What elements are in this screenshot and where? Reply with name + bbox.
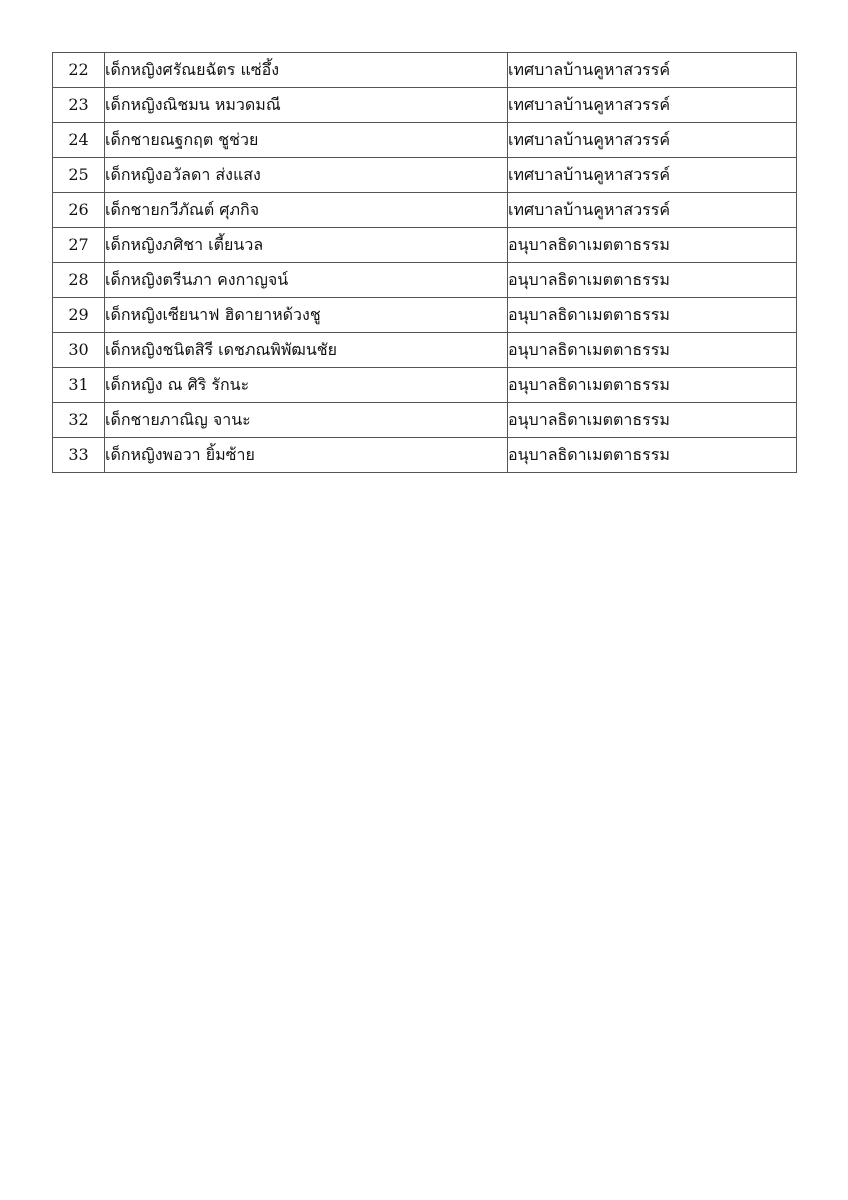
row-number: 32 [53, 403, 105, 438]
school-name: เทศบาลบ้านคูหาสวรรค์ [508, 193, 797, 228]
table-row [53, 298, 797, 333]
student-name: เด็กหญิงศรัณยฉัตร แซ่อึ้ง [105, 53, 508, 88]
school-name: เทศบาลบ้านคูหาสวรรค์ [508, 53, 797, 88]
table-row [53, 368, 797, 403]
student-name: เด็กหญิงอวัลดา ส่งแสง [105, 158, 508, 193]
school-name: อนุบาลธิดาเมตตาธรรม [508, 263, 797, 298]
school-name: อนุบาลธิดาเมตตาธรรม [508, 368, 797, 403]
row-number: 26 [53, 193, 105, 228]
table-row [53, 158, 797, 193]
table-row [53, 438, 797, 473]
student-name: เด็กหญิงภศิชา เตี้ยนวล [105, 228, 508, 263]
row-number: 29 [53, 298, 105, 333]
row-number: 33 [53, 438, 105, 473]
school-name: อนุบาลธิดาเมตตาธรรม [508, 298, 797, 333]
school-name: เทศบาลบ้านคูหาสวรรค์ [508, 123, 797, 158]
table-row [53, 228, 797, 263]
row-number: 22 [53, 53, 105, 88]
table-row [53, 333, 797, 368]
student-name: เด็กหญิงชนิตสิรี เดชภณพิพัฒนชัย [105, 333, 508, 368]
student-name: เด็กหญิง ณ ศิริ รักนะ [105, 368, 508, 403]
student-name: เด็กหญิงตรีนภา คงกาญจน์ [105, 263, 508, 298]
row-number: 23 [53, 88, 105, 123]
table-row [53, 193, 797, 228]
row-number: 25 [53, 158, 105, 193]
school-name: เทศบาลบ้านคูหาสวรรค์ [508, 88, 797, 123]
student-name: เด็กชายกวีภัณต์ ศุภกิจ [105, 193, 508, 228]
student-name: เด็กหญิงเซียนาฟ ฮิดายาหด้วงชู [105, 298, 508, 333]
row-number: 31 [53, 368, 105, 403]
student-name: เด็กหญิงณิชมน หมวดมณี [105, 88, 508, 123]
row-number: 27 [53, 228, 105, 263]
school-name: อนุบาลธิดาเมตตาธรรม [508, 403, 797, 438]
row-number: 28 [53, 263, 105, 298]
school-name: เทศบาลบ้านคูหาสวรรค์ [508, 158, 797, 193]
table-row [53, 53, 797, 88]
student-name: เด็กหญิงพอวา ยิ้มซ้าย [105, 438, 508, 473]
table-row [53, 263, 797, 298]
student-name: เด็กชายภาณิญ จานะ [105, 403, 508, 438]
table-row [53, 88, 797, 123]
student-list-body [53, 53, 797, 473]
row-number: 24 [53, 123, 105, 158]
student-name: เด็กชายณฐกฤต ชูช่วย [105, 123, 508, 158]
school-name: อนุบาลธิดาเมตตาธรรม [508, 228, 797, 263]
school-name: อนุบาลธิดาเมตตาธรรม [508, 438, 797, 473]
table-row [53, 403, 797, 438]
school-name: อนุบาลธิดาเมตตาธรรม [508, 333, 797, 368]
row-number: 30 [53, 333, 105, 368]
table-row [53, 123, 797, 158]
student-list-table [52, 52, 797, 473]
